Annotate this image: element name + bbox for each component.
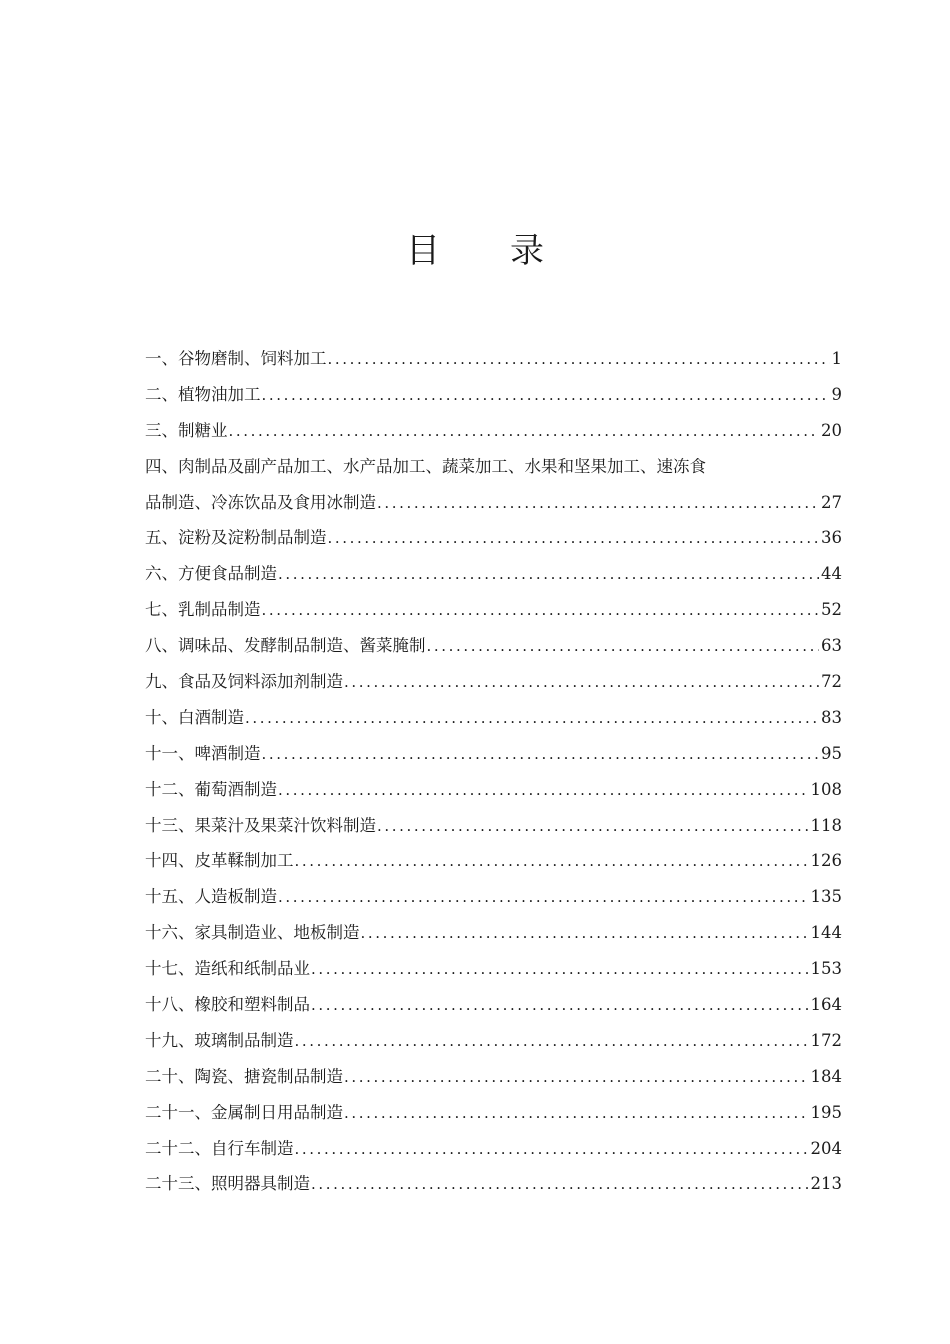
toc-dot-leader [244,701,819,737]
toc-entry-label: 十九、玻璃制品制造 [145,1030,294,1050]
toc-dot-leader [294,1024,809,1060]
toc-entry-label: 二十二、自行车制造 [145,1138,294,1158]
toc-dot-leader [343,1060,809,1096]
toc-entry-page: 172 [810,1030,842,1050]
toc-dot-leader [261,737,820,773]
toc-entry-line2 [145,485,842,521]
toc-dot-leader [376,809,809,845]
page-title [0,228,950,274]
toc-entry-page: 27 [821,492,842,512]
toc-entry[interactable] [145,808,842,844]
toc-entry-label: 品制造、冷冻饮品及食用冰制造 [145,492,376,512]
toc-dot-leader [228,414,820,450]
toc-entry-label: 十五、人造板制造 [145,887,277,907]
toc-entry[interactable] [145,520,842,556]
toc-entry[interactable] [145,556,842,592]
toc-entry[interactable] [145,592,842,628]
toc-dot-leader [277,557,819,593]
toc-entry[interactable] [145,1166,842,1202]
toc-dot-leader [360,916,809,952]
toc-entry-label: 七、乳制品制造 [145,600,261,620]
toc-entry-label: 一、谷物磨制、饲料加工 [145,349,327,368]
toc-entry[interactable] [145,664,842,700]
toc-entry[interactable] [145,1095,842,1131]
toc-entry-page: 144 [810,923,842,943]
toc-entry-label: 九、食品及饲料添加剂制造 [145,672,343,692]
toc-entry-page: 52 [821,600,842,620]
toc-entry-label: 十八、橡胶和塑料制品 [145,995,310,1015]
toc-dot-leader [343,1096,809,1132]
toc-entry-label: 十七、造纸和纸制品业 [145,959,310,979]
toc-entry-page: 184 [810,1066,842,1086]
toc-dot-leader [310,952,809,988]
toc-entry-page: 153 [810,959,842,979]
toc-entry-label: 十、白酒制造 [145,707,244,727]
toc-dot-leader [327,521,820,557]
toc-entry[interactable] [145,736,842,772]
toc-entry-label: 二、植物油加工 [145,384,261,404]
toc-entry[interactable] [145,987,842,1023]
toc-entry-page: 108 [810,779,842,799]
toc-entry-page: 195 [810,1102,842,1122]
toc-dot-leader [327,342,830,378]
toc-entry-page: 95 [821,743,842,763]
toc-entry-label: 二十一、金属制日用品制造 [145,1102,343,1122]
toc-entry[interactable] [145,700,842,736]
toc-entry-page: 63 [821,636,842,656]
toc-entry-page: 44 [821,564,842,584]
toc-entry[interactable] [145,1023,842,1059]
toc-entry-label: 十一、啤酒制造 [145,743,261,763]
toc-entry[interactable] [145,879,842,915]
toc-entry-label-line1: 四、肉制品及副产品加工、水产品加工、蔬菜加工、水果和坚果加工、速冻食 [145,456,706,476]
toc-entry[interactable] [145,628,842,664]
toc-entry[interactable] [145,772,842,808]
toc-entry[interactable] [145,1059,842,1095]
toc-entry[interactable] [145,951,842,987]
toc-entry-label: 十六、家具制造业、地板制造 [145,923,360,943]
toc-entry[interactable] [145,843,842,879]
toc-entry-label: 十二、葡萄酒制造 [145,779,277,799]
toc-entry-label: 三、制糖业 [145,420,228,440]
toc-entry-page: 126 [810,851,842,871]
toc-entry-label: 二十三、照明器具制造 [145,1174,310,1194]
toc-entry-label: 六、方便食品制造 [145,564,277,584]
title-char-1: 目 [406,231,440,271]
toc-dot-leader [261,378,830,414]
toc-dot-leader [261,593,820,629]
toc-entry-page: 83 [821,707,842,727]
toc-entry-label: 二十、陶瓷、搪瓷制品制造 [145,1066,343,1086]
toc-entry-page: 164 [810,995,842,1015]
toc-entry-page: 72 [821,672,842,692]
toc-entry-page: 20 [821,420,842,440]
title-char-2: 录 [510,231,544,271]
toc-entry[interactable] [145,413,842,449]
toc-entry[interactable] [145,341,842,377]
toc-entry-page: 213 [810,1174,842,1194]
toc-dot-leader [343,665,819,701]
toc-dot-leader [294,1132,809,1168]
toc-dot-leader [310,988,809,1024]
toc-dot-leader [277,880,809,916]
toc-dot-leader [426,629,820,665]
toc-entry[interactable] [145,1131,842,1167]
toc-entry-label: 八、调味品、发酵制品制造、酱菜腌制 [145,636,426,656]
toc-entry-multiline[interactable] [145,449,842,521]
toc-entry[interactable] [145,915,842,951]
toc-entry-page: 118 [810,815,842,835]
toc-entry-page: 1 [831,349,842,368]
toc-dot-leader [294,844,809,880]
toc-entry-page: 36 [821,528,842,548]
toc-dot-leader [376,486,819,522]
toc-entry-page: 9 [831,384,842,404]
toc-entry-label: 五、淀粉及淀粉制品制造 [145,528,327,548]
table-of-contents [145,341,842,1202]
toc-entry-page: 135 [810,887,842,907]
toc-entry[interactable] [145,377,842,413]
toc-entry-page: 204 [810,1138,842,1158]
toc-dot-leader [310,1167,809,1203]
toc-entry-label: 十四、皮革鞣制加工 [145,851,294,871]
toc-entry-label: 十三、果菜汁及果菜汁饮料制造 [145,815,376,835]
toc-dot-leader [277,773,809,809]
